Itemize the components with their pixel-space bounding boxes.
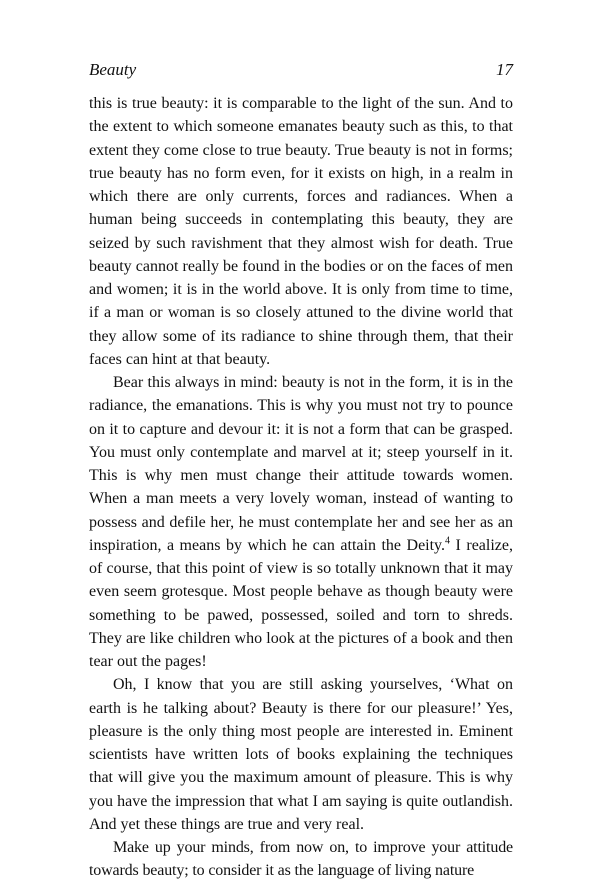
- paragraph-2: [89, 371, 513, 673]
- body-text: [89, 92, 513, 883]
- paragraph-2-text-start: Bear this always in mind: beauty is not in the form, it is in the radiance, the emanations. This is why you must not try to pounce on it to capture and devour it: it is not a form that can be grasped. You must only contemplate and marvel at it; steep yourself in it. This is why men must change their attitude towards women. When a man meets a very lovely woman, instead of wanting to possess and defile her, he must contemplate her and see her as an inspiration, a means by which he can attain the Deity.: [89, 374, 513, 554]
- paragraph-3: Oh, I know that you are still asking yourselves, ‘What on earth is he talking about? Beauty is there for our pleasure!’ Yes, pleasure is the only thing most people are interested in. Eminent scientists have written lots of books explaining the techniques that will give you the maximum amount of pleasure. This is why you have the impression that what I am saying is quite outlandish. And yet these things are true and very real.: [89, 676, 513, 833]
- paragraph-1: this is true beauty: it is comparable to the light of the sun. And to the extent to which someone emanates beauty such as this, to that extent they come close to true beauty. True beauty is not in forms; true beauty has no form even, for it exists on high, in a realm in which there are only currents, forces and radiances. When a human being succeeds in contemplating this beauty, they are seized by such ravishment that they almost wish for death. True beauty cannot really be found in the bodies or on the faces of men and women; it is in the world above. It is only from time to time, if a man or woman is so closely attuned to the divine world that they allow some of its radiance to shine through them, that their faces can hint at that beauty.: [89, 95, 513, 368]
- page-number: 17: [496, 60, 513, 79]
- paragraph-4: Make up your minds, from now on, to improve your attitude towards beauty; to consider it as the language of living nature: [89, 839, 513, 880]
- footnote-reference: 4: [445, 535, 451, 547]
- running-header: [89, 58, 513, 82]
- paragraph-2-text-end: I realize, of course, that this point of view is so totally unknown that it may even seem grotesque. Most people behave as though beauty were something to be pawed, possessed, soiled and torn to shreds. They are like children who look at the pictures of a book and then tear out the pages!: [89, 536, 514, 670]
- chapter-title: Beauty: [89, 60, 137, 79]
